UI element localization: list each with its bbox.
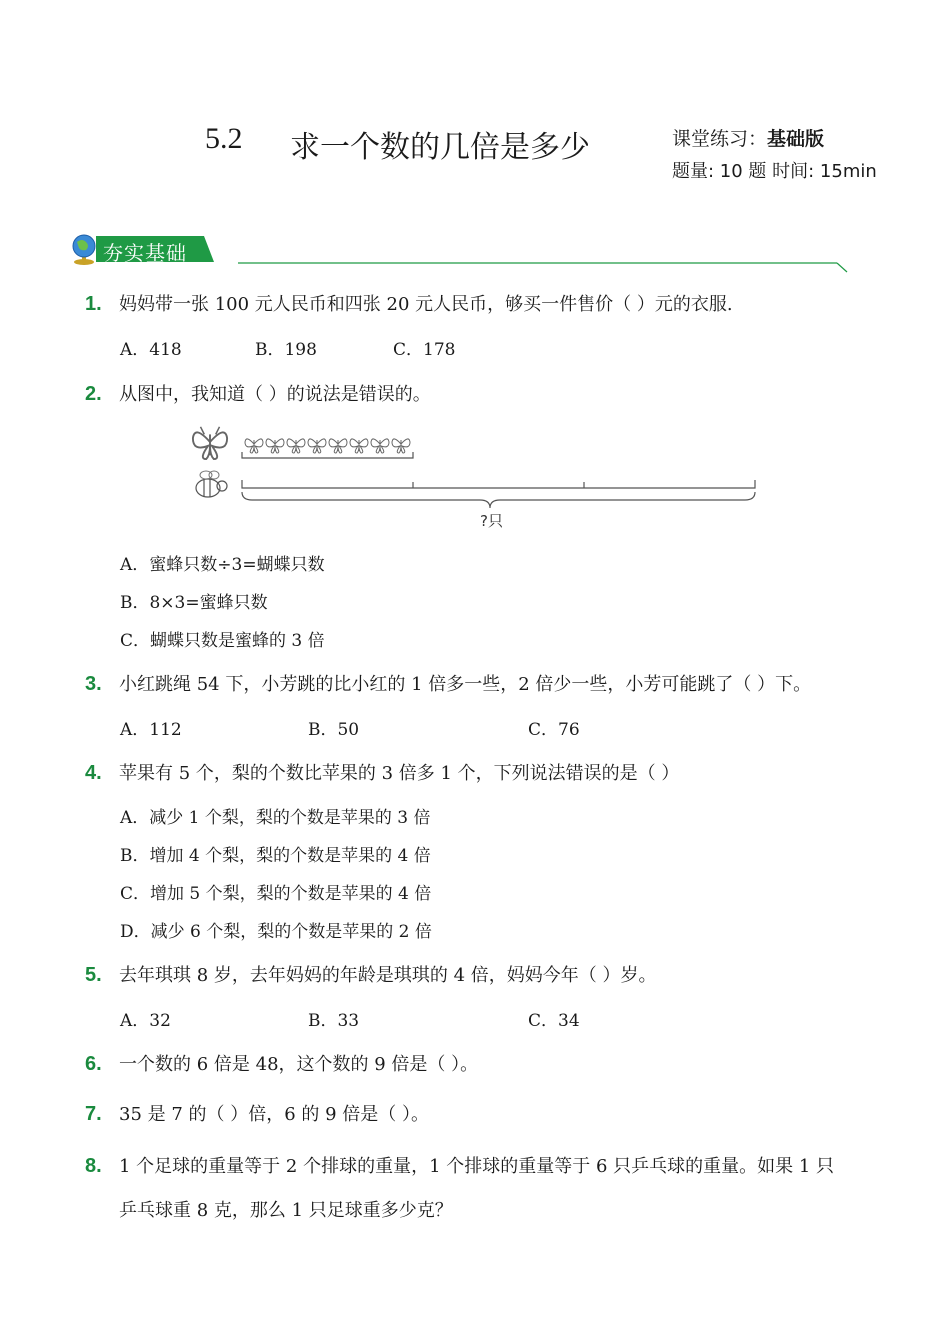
question-6 — [85, 1050, 478, 1076]
option-c: C．76 — [528, 720, 580, 740]
option-a: A．32 — [120, 1011, 171, 1031]
question-number: 4. — [85, 762, 102, 784]
option-a: A．418 — [120, 340, 182, 360]
question-8 — [85, 1152, 834, 1178]
question-text: 35 是 7 的（ ）倍，6 的 9 倍是（ ）。 — [119, 1104, 430, 1125]
butterfly-icon — [193, 427, 227, 459]
question-text: 小红跳绳 54 下，小芳跳的比小红的 1 倍多一些，2 倍少一些，小芳可能跳了（ ）下。 — [119, 674, 812, 695]
question-text: 一个数的 6 倍是 48，这个数的 9 倍是（ ）。 — [119, 1054, 479, 1075]
option-a: A．减少 1 个梨，梨的个数是苹果的 3 倍 — [120, 808, 431, 828]
butterfly-bee-diagram — [188, 420, 768, 535]
question-number: 6. — [85, 1053, 102, 1075]
option-c: C．蝴蝶只数是蜜蜂的 3 倍 — [120, 631, 325, 651]
lesson-number: 5.2 — [205, 122, 243, 155]
question-text: 1 个足球的重量等于 2 个排球的重量，1 个排球的重量等于 6 只乒乓球的重量。如果 1 只 — [119, 1156, 835, 1177]
question-number: 8. — [85, 1155, 102, 1177]
question-text: 苹果有 5 个，梨的个数比苹果的 3 倍多 1 个，下列说法错误的是（ ） — [119, 763, 680, 784]
globe-icon — [73, 235, 95, 265]
question-8-line-2: 乒乓球重 8 克，那么 1 只足球重多少克？ — [119, 1200, 453, 1221]
option-c: C．增加 5 个梨，梨的个数是苹果的 4 倍 — [120, 884, 432, 904]
practice-level: 基础版 — [767, 128, 825, 150]
option-b: B．增加 4 个梨，梨的个数是苹果的 4 倍 — [120, 846, 431, 866]
option-b: B．33 — [308, 1011, 360, 1031]
question-7 — [85, 1100, 429, 1126]
question-text: 从图中，我知道（ ）的说法是错误的。 — [119, 384, 431, 405]
question-1 — [85, 290, 733, 316]
question-number: 2. — [85, 383, 102, 405]
bee-icon — [196, 471, 227, 497]
option-c: C．34 — [528, 1011, 580, 1031]
option-b: B．198 — [255, 340, 317, 360]
section-label: 夯实基础 — [103, 241, 187, 265]
question-text: 去年琪琪 8 岁，去年妈妈的年龄是琪琪的 4 倍，妈妈今年（ ）岁。 — [119, 965, 657, 986]
question-text: 妈妈带一张 100 元人民币和四张 20 元人民币，够买一件售价（ ）元的衣服. — [119, 294, 733, 315]
question-number: 3. — [85, 673, 102, 695]
page-title: 求一个数的几倍是多少 — [290, 130, 590, 165]
question-number: 5. — [85, 964, 102, 986]
figure-label: ?只 — [480, 512, 503, 530]
question-5 — [85, 961, 657, 987]
option-a: A．蜜蜂只数÷3=蝴蝶只数 — [120, 555, 325, 575]
section-header-bar — [72, 230, 850, 276]
option-d: D．减少 6 个梨，梨的个数是苹果的 2 倍 — [120, 922, 432, 942]
practice-label — [672, 124, 824, 151]
question-3 — [85, 670, 811, 696]
option-b: B．50 — [308, 720, 360, 740]
practice-prefix: 课堂练习： — [672, 128, 768, 150]
question-2 — [85, 380, 431, 406]
option-c: C．178 — [393, 340, 456, 360]
practice-meta: 题量: 10 题 时间: 15min — [672, 161, 877, 182]
question-4 — [85, 759, 679, 785]
butterfly-row — [245, 439, 410, 453]
option-a: A．112 — [120, 720, 182, 740]
question-number: 1. — [85, 293, 102, 315]
question-number: 7. — [85, 1103, 102, 1125]
option-b: B．8×3=蜜蜂只数 — [120, 593, 268, 613]
